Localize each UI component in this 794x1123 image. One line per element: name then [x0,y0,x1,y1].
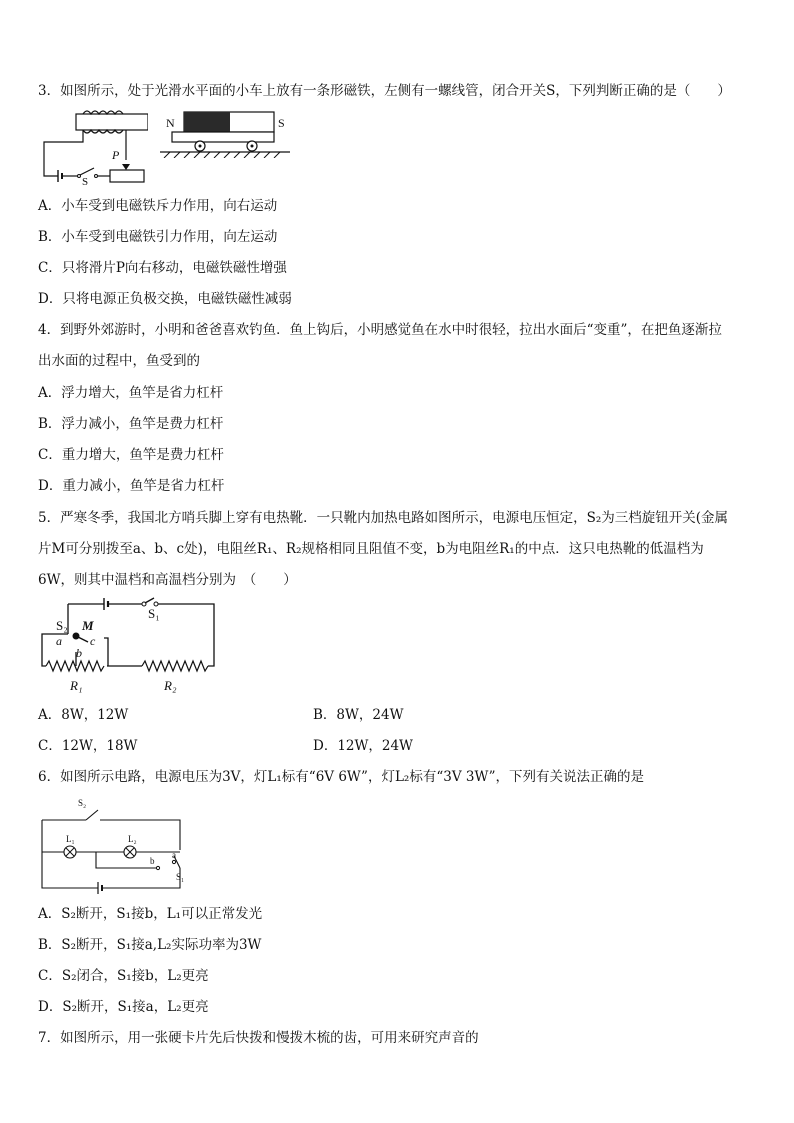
q5-label-m: M [82,618,94,633]
q3-option-c: C．只将滑片P向右移动，电磁铁磁性增强 [38,260,287,276]
q3-figure-magnet-car [160,108,290,158]
q4-option-b: B．浮力减小，鱼竿是费力杠杆 [38,416,224,432]
q3-label-s: S [278,116,285,130]
q5-label-b: b [76,646,82,660]
q6-label-a: a [172,850,176,860]
q3-figure-solenoid-circuit [38,108,148,188]
q6-figure-lamp-circuit [38,796,188,894]
q5-stem-line3: 6W，则其中温档和高温档分别为 （ ） [38,572,297,588]
q6-option-d: D．S₂断开，S₁接a，L₂更亮 [38,999,209,1015]
q6-label-l1: L₁ [66,834,75,844]
q5-label-s2: S₂ [56,618,68,633]
q5-figure-heating-circuit [38,596,218,696]
q3-stem: 3．如图所示，处于光滑水平面的小车上放有一条形磁铁，左侧有一螺线管，闭合开关S，下列判断正确的是（ ） [38,83,731,99]
q5-label-a: a [56,634,62,648]
q7-stem: 7．如图所示，用一张硬卡片先后快拨和慢拨木梳的齿，可用来研究声音的 [38,1030,479,1046]
q4-stem-line1: 4．到野外郊游时，小明和爸爸喜欢钓鱼．鱼上钩后，小明感觉鱼在水中时很轻，拉出水面后“变重”，在把鱼逐渐拉 [38,322,722,338]
q5-stem-line2: 片M可分别拨至a、b、c处)，电阻丝R₁、R₂规格相同且阻值不变，b为电阻丝R₁的中点．这只电热靴的低温档为 [38,541,704,557]
q3-label-n: N [166,116,175,130]
q5-label-s1: S₁ [148,606,160,621]
q5-option-c: C．12W，18W [38,738,138,754]
q5-stem-line1: 5．严寒冬季，我国北方哨兵脚上穿有电热靴．一只靴内加热电路如图所示，电源电压恒定，S₂为三档旋钮开关(金属 [38,510,729,526]
q5-label-r2: R₂ [164,678,177,693]
q5-option-d: D．12W，24W [313,738,413,754]
q4-option-c: C．重力增大，鱼竿是费力杠杆 [38,447,224,463]
q3-option-d: D．只将电源正负极交换，电磁铁磁性减弱 [38,291,292,307]
q5-option-a: A．8W，12W [38,707,129,723]
q3-label-p: P [112,148,120,162]
q5-label-r1: R₁ [70,678,83,693]
q6-option-a: A．S₂断开，S₁接b，L₁可以正常发光 [38,906,263,922]
q5-label-c: c [90,634,96,648]
q6-option-b: B．S₂断开，S₁接a,L₂实际功率为3W [38,937,262,953]
q6-option-c: C．S₂闭合，S₁接b，L₂更亮 [38,968,209,984]
q6-label-l2: L₂ [128,834,137,844]
q6-label-s2: S₂ [78,798,87,808]
q3-option-a: A．小车受到电磁铁斥力作用，向右运动 [38,198,278,214]
q3-label-switch-s: S [82,176,89,188]
q6-label-s1: S₁ [176,872,185,882]
q3-option-b: B．小车受到电磁铁引力作用，向左运动 [38,229,278,245]
q6-stem: 6．如图所示电路，电源电压为3V，灯L₁标有“6V 6W”，灯L₂标有“3V 3W”，下列有关说法正确的是 [38,769,644,785]
q6-label-b: b [150,856,155,866]
q4-stem-line2: 出水面的过程中，鱼受到的 [38,353,200,369]
q5-option-b: B．8W，24W [313,707,404,723]
q4-option-a: A．浮力增大，鱼竿是省力杠杆 [38,385,224,401]
q4-option-d: D．重力减小，鱼竿是省力杠杆 [38,478,225,494]
